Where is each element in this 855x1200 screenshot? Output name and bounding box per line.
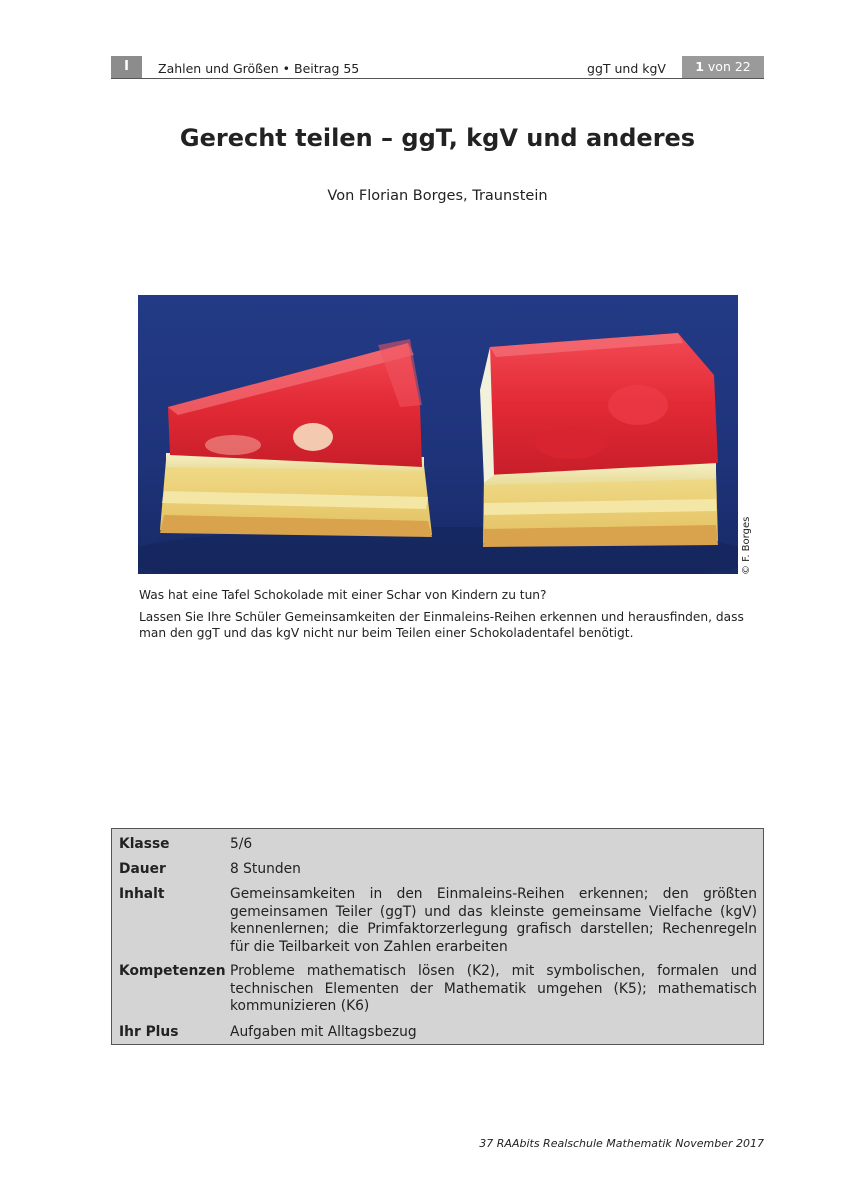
intro-text: Lassen Sie Ihre Schüler Gemeinsamkeiten der Einmaleins-Reihen erkennen und herausfinden, dass man den ggT und das kgV nicht nur beim Teilen einer Schokoladentafel benötigt. <box>139 610 744 640</box>
section-name: Zahlen und Größen <box>158 61 279 76</box>
contribution-number: Beitrag 55 <box>294 61 360 76</box>
info-label: Ihr Plus <box>119 1024 179 1040</box>
info-label: Dauer <box>119 861 166 877</box>
info-label: Klasse <box>119 836 170 852</box>
photo-caption: Was hat eine Tafel Schokolade mit einer Schar von Kindern zu tun? <box>139 588 547 602</box>
header-topic: ggT und kgV <box>587 61 666 76</box>
info-value: Probleme mathematisch lösen (K2), mit symbolischen, formalen und technischen Elementen der Mathematik umgehen (K5); mathematisch kommunizieren (K6) <box>230 963 757 1014</box>
info-value: 8 Stunden <box>230 861 301 877</box>
photo-credit: © F. Borges <box>741 516 752 575</box>
info-table <box>111 828 764 1045</box>
page-title: Gerecht teilen – ggT, kgV und anderes <box>179 124 696 152</box>
header-section <box>158 61 359 76</box>
info-value: Aufgaben mit Alltagsbezug <box>230 1024 417 1040</box>
separator-bullet: • <box>282 61 291 76</box>
info-value: 5/6 <box>230 836 253 852</box>
info-value: Gemeinsamkeiten in den Einmaleins-Reihen erkennen; den größten gemeinsamen Teiler (ggT) und das kleinste gemeinsame Vielfache (kgV) kennenlernen; die Primfaktorzerlegung grafisch darstellen; Rechenregeln für die Teilbarkeit von Zahlen erarbeiten <box>230 886 757 955</box>
cake-photo <box>138 295 738 574</box>
page-of: von 22 <box>707 59 751 74</box>
info-label: Inhalt <box>119 886 165 902</box>
page-indicator <box>682 56 764 78</box>
info-label: Kompetenzen <box>119 963 226 979</box>
author-line: Von Florian Borges, Traunstein <box>327 188 548 204</box>
page-number: 1 <box>695 59 704 74</box>
section-marker: I <box>111 56 142 78</box>
page-header <box>111 56 764 79</box>
page-footer: 37 RAAbits Realschule Mathematik November 2017 <box>479 1137 764 1150</box>
